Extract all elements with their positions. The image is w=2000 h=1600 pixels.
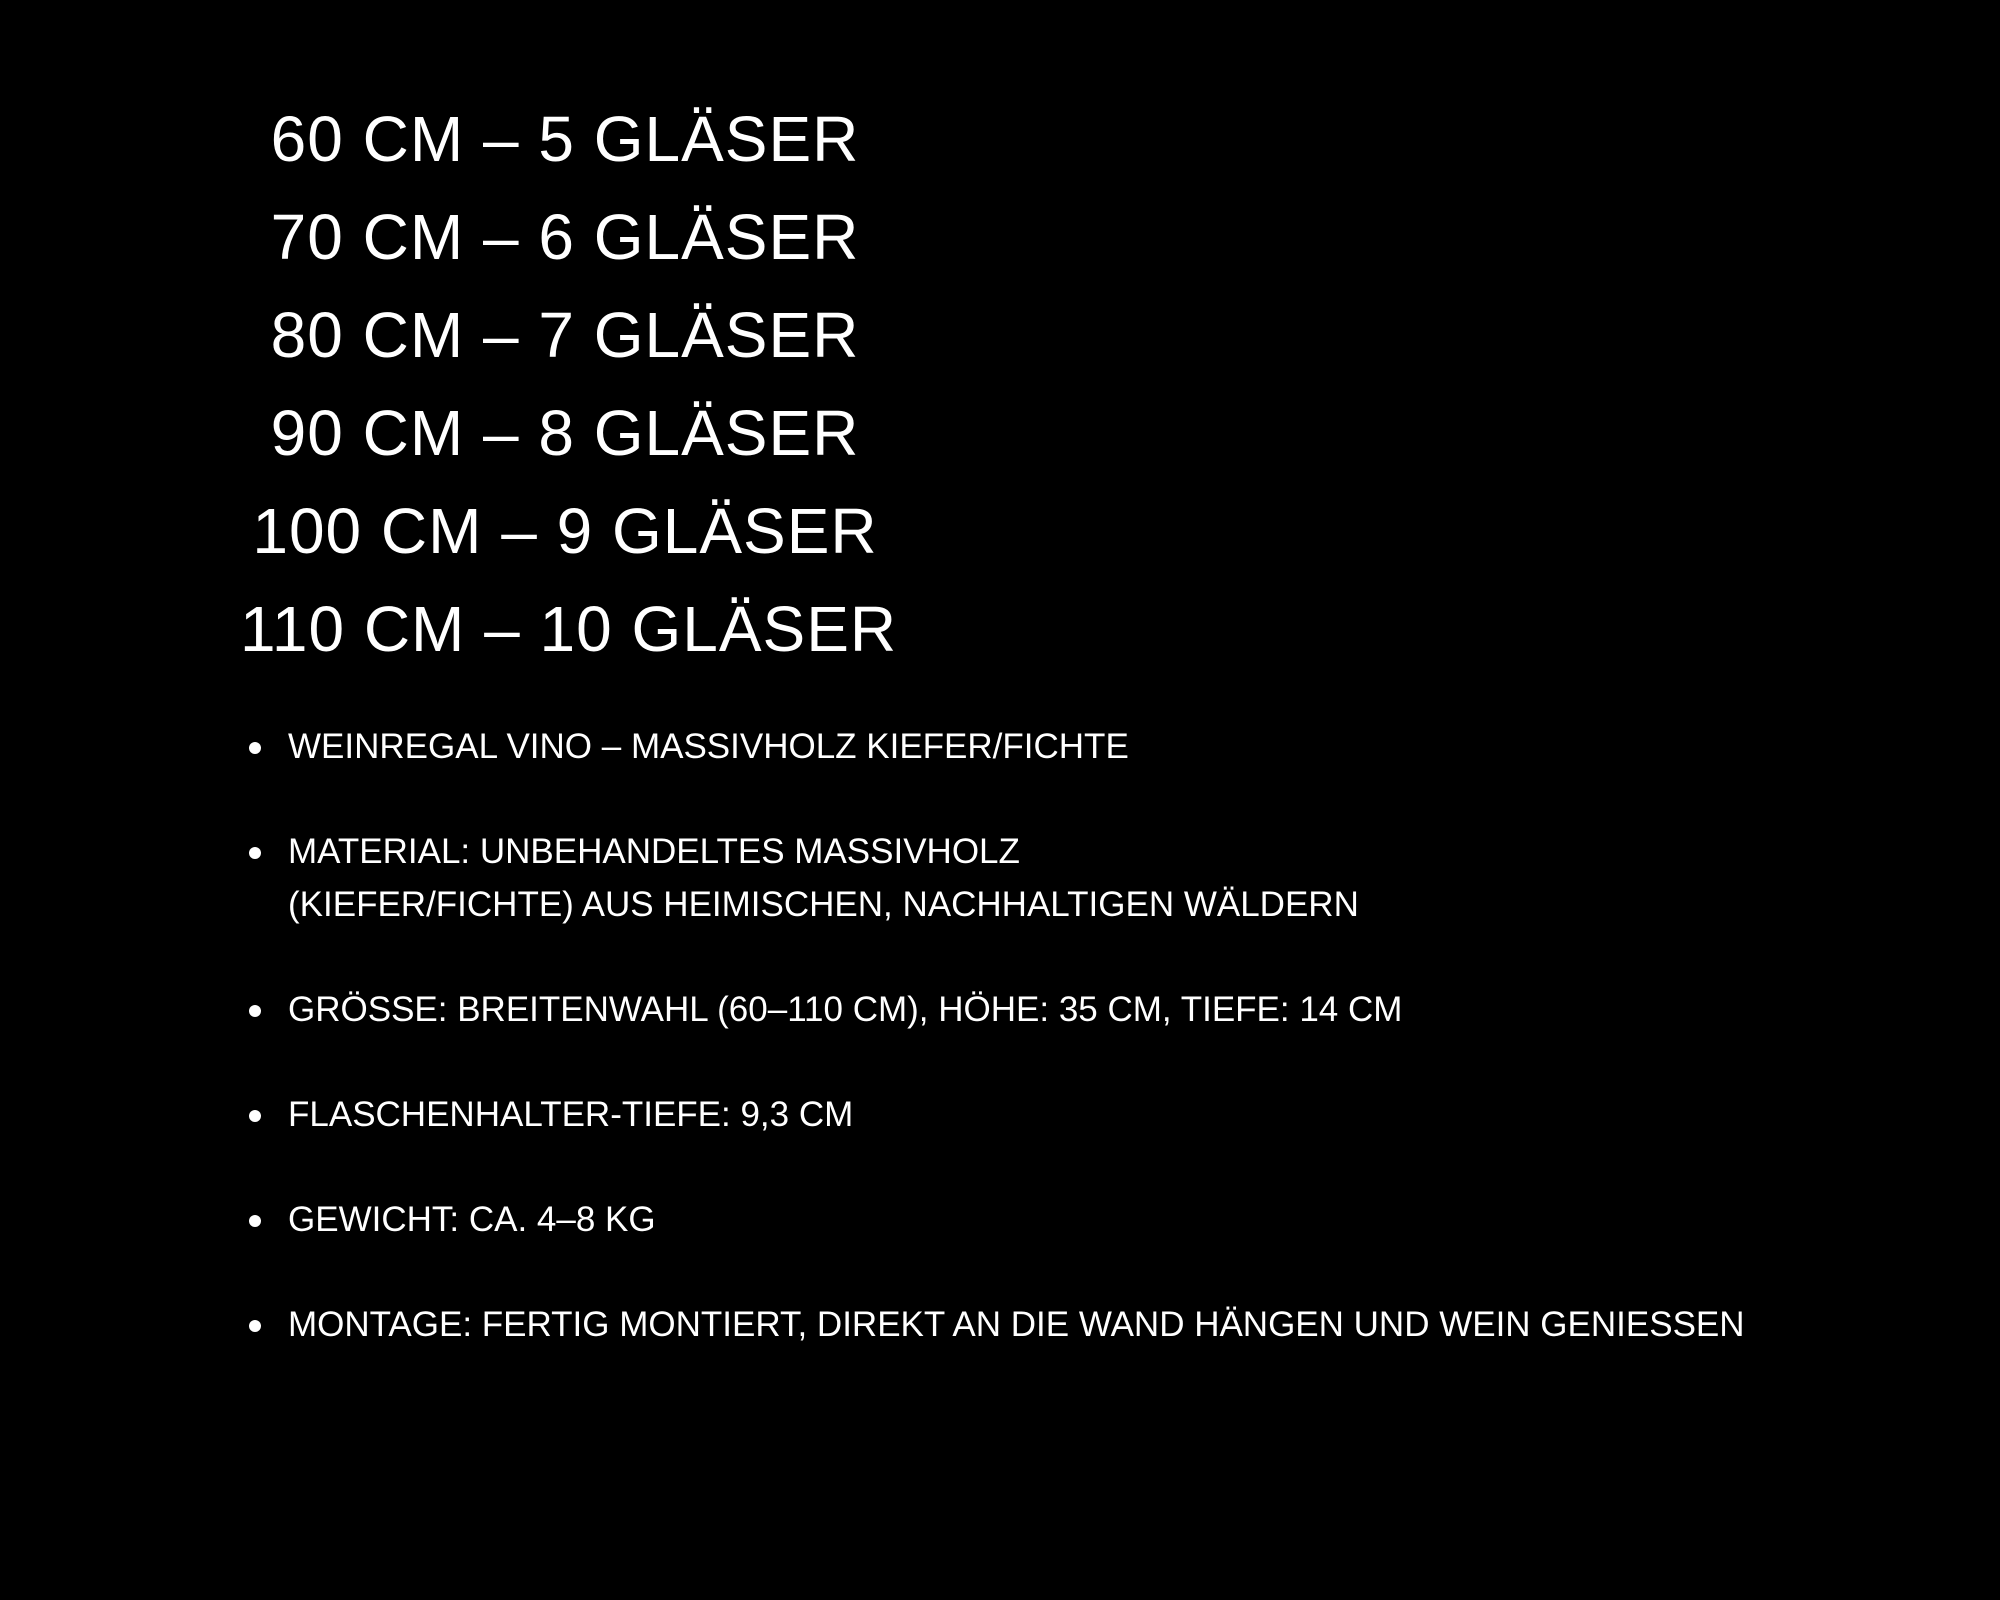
bullet-icon xyxy=(249,742,261,754)
feature-text: MONTAGE: FERTIG MONTIERT, DIREKT AN DIE WAND HÄNGEN UND WEIN GENIESSEN xyxy=(288,1305,1745,1344)
size-list xyxy=(240,90,898,678)
bullet-icon xyxy=(249,1320,261,1332)
feature-item-bottle-depth xyxy=(240,1088,1960,1141)
bullet-icon xyxy=(249,1110,261,1122)
feature-text: FLASCHENHALTER-TIEFE: 9,3 CM xyxy=(288,1095,854,1134)
feature-text: GEWICHT: CA. 4–8 KG xyxy=(288,1200,656,1239)
feature-text: GRÖSSE: BREITENWAHL (60–110 CM), HÖHE: 35 CM, TIEFE: 14 CM xyxy=(288,990,1403,1029)
feature-item-size xyxy=(240,983,1960,1036)
feature-item-material xyxy=(240,825,1960,931)
feature-item-weight xyxy=(240,1193,1960,1246)
size-option-100: 100 CM – 9 GLÄSER xyxy=(252,495,878,567)
feature-item-product xyxy=(240,720,1960,773)
bullet-icon xyxy=(249,847,261,859)
size-option-80: 80 CM – 7 GLÄSER xyxy=(270,299,860,371)
bullet-icon xyxy=(249,1215,261,1227)
size-option-110: 110 CM – 10 GLÄSER xyxy=(240,593,898,665)
feature-list xyxy=(240,720,1960,1403)
feature-text-continued: (KIEFER/FICHTE) AUS HEIMISCHEN, NACHHALTIGEN WÄLDERN xyxy=(288,885,1359,924)
feature-text: MATERIAL: UNBEHANDELTES MASSIVHOLZ xyxy=(288,832,1020,871)
size-option-90: 90 CM – 8 GLÄSER xyxy=(270,397,860,469)
bullet-icon xyxy=(249,1005,261,1017)
feature-text: WEINREGAL VINO – MASSIVHOLZ KIEFER/FICHTE xyxy=(288,727,1129,766)
size-option-60: 60 CM – 5 GLÄSER xyxy=(270,103,860,175)
feature-item-assembly xyxy=(240,1298,1960,1351)
size-option-70: 70 CM – 6 GLÄSER xyxy=(270,201,860,273)
